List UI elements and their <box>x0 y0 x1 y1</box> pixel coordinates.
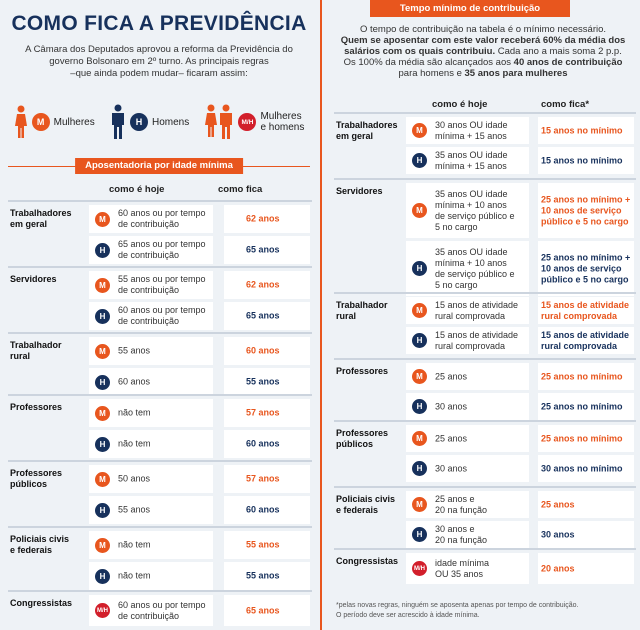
current-rule-line: 55 anos ou por tempo <box>118 274 206 284</box>
badge-mh: M/H <box>238 113 256 131</box>
intro-line: governo Bolsonaro em 2º turno. As principais regras <box>49 56 269 67</box>
new-rule <box>246 474 280 485</box>
new-rule-line: público e 5 no cargo <box>541 216 629 226</box>
table-row <box>334 241 636 296</box>
group-name-line: Congressistas <box>336 556 399 566</box>
table-row <box>8 430 312 458</box>
new-rule <box>541 401 623 412</box>
table-group <box>334 486 636 550</box>
group-name-line: públicos <box>336 439 374 449</box>
table-row <box>334 147 636 174</box>
current-rule-line: de serviço público e <box>435 268 515 279</box>
new-rule-line: 60 anos <box>246 438 280 449</box>
new-rule <box>246 280 280 291</box>
new-rule-line: 25 anos no mínimo + <box>541 252 631 262</box>
current-rule-line: 60 anos ou por tempo <box>118 599 206 610</box>
current-rule-line: rural comprovada <box>435 310 506 321</box>
table-group <box>8 394 312 460</box>
group-name-line: Professores <box>336 366 389 376</box>
left-panel <box>0 0 318 630</box>
new-rule-line: 65 anos <box>246 310 280 321</box>
intro-bold: 35 anos para mulheres <box>464 68 568 79</box>
table-row <box>8 399 312 427</box>
current-rule-line: de contribuição <box>118 285 180 295</box>
current-rule-line: 35 anos OU idade <box>435 188 508 199</box>
footnote <box>336 601 634 621</box>
table-row <box>8 271 312 299</box>
footnote-line: *pelas novas regras, ninguém se aposenta apenas por tempo de contribuição. <box>336 602 579 609</box>
current-rule-line: 20 na função <box>435 504 488 515</box>
table-row <box>8 465 312 493</box>
current-rule <box>435 558 489 580</box>
group-name-line: Trabalhador <box>336 300 388 310</box>
new-rule-line: 60 anos <box>246 345 280 356</box>
table-row <box>334 363 636 390</box>
current-rule <box>435 150 508 172</box>
intro-text: para homens e <box>398 68 465 79</box>
badge-h: H <box>412 153 427 168</box>
table-group <box>8 266 312 332</box>
current-rule-line: 60 anos ou por tempo <box>118 208 206 218</box>
new-rule-line: 30 anos <box>541 529 575 539</box>
group-name-line: Trabalhadores <box>336 120 398 130</box>
new-rule-line: 55 anos <box>246 539 280 550</box>
table-group <box>8 526 312 592</box>
new-rule <box>246 571 280 582</box>
intro-bold: salários com os quais contribuiu. <box>344 46 496 57</box>
current-rule <box>118 474 150 485</box>
group-name-line: Trabalhador <box>10 340 62 350</box>
table-row <box>8 595 312 626</box>
badge-m: M <box>95 472 110 487</box>
panel-divider <box>320 0 322 630</box>
current-rule <box>118 305 206 327</box>
current-rule-line: 5 no cargo <box>435 221 478 232</box>
new-rule-line: 62 anos <box>246 213 280 224</box>
new-rule-line: 20 anos <box>541 563 575 573</box>
table-row <box>8 302 312 330</box>
new-rule <box>541 433 623 444</box>
group-name-line: Policiais civis <box>336 494 396 504</box>
badge-h: H <box>95 375 110 390</box>
group-name-line: públicos <box>10 479 48 489</box>
new-rule <box>541 194 630 227</box>
new-rule <box>246 346 280 357</box>
table-row <box>8 496 312 524</box>
badge-m: M <box>95 212 110 227</box>
new-rule-line: 15 anos no mínimo <box>541 125 623 135</box>
table-group <box>334 420 636 484</box>
table-row <box>334 553 636 584</box>
current-rule-line: não tem <box>118 539 151 550</box>
badge-m: M <box>95 278 110 293</box>
current-rule <box>118 600 206 622</box>
current-rule-line: 65 anos ou por tempo <box>118 239 206 249</box>
current-rule-line: OU 35 anos <box>435 568 484 579</box>
current-rule <box>435 494 487 516</box>
table-group <box>334 112 636 176</box>
current-rule-line: não tem <box>118 438 151 449</box>
new-rule-line: 15 anos de atividade <box>541 299 630 310</box>
intro-line: Quem se aposentar com este valor receberá 60% da média dos <box>340 35 626 46</box>
group-name-line: em geral <box>336 131 374 141</box>
current-rule <box>118 208 206 230</box>
current-rule-line: 35 anos OU idade <box>435 246 508 257</box>
table-row <box>334 183 636 238</box>
intro-rest: Cada ano a mais soma 2 p.p. <box>495 46 622 57</box>
group-name-line: e federais <box>336 505 379 515</box>
current-rule-line: 50 anos <box>118 473 151 484</box>
table-group <box>8 332 312 398</box>
intro-line: O tempo de contribuição na tabela é o mínimo necessário. <box>359 24 607 35</box>
current-rule-line: mínima + 15 anos <box>435 160 507 171</box>
badge-m: M <box>95 406 110 421</box>
new-rule-line: rural comprovada <box>541 340 618 351</box>
new-rule <box>541 371 623 382</box>
group-name-line: Congressistas <box>10 598 73 608</box>
current-rule-line: 15 anos de atividade <box>435 299 519 310</box>
group-name-line: Professores <box>10 468 63 478</box>
current-rule-line: 55 anos <box>118 504 151 515</box>
new-rule-line: 15 anos no mínimo <box>541 155 623 165</box>
table-row <box>334 521 636 548</box>
current-rule <box>435 371 467 382</box>
table-row <box>8 562 312 590</box>
table-row <box>334 455 636 482</box>
group-name-line: Servidores <box>10 274 57 284</box>
new-rule <box>246 540 280 551</box>
current-rule <box>435 120 508 142</box>
table-row <box>8 531 312 559</box>
badge-m: M <box>412 431 427 446</box>
contribution-table <box>326 0 640 630</box>
page-title: COMO FICA A PREVIDÊNCIA <box>11 12 307 35</box>
current-rule-line: de contribuição <box>118 316 180 326</box>
table-row <box>8 205 312 233</box>
group-name-line: Servidores <box>336 186 383 196</box>
new-rule-line: 25 anos <box>541 499 575 509</box>
current-rule <box>118 346 150 357</box>
current-rule-line: 30 anos <box>435 401 468 411</box>
new-rule-line: 25 anos no mínimo <box>541 433 623 443</box>
current-rule-line: mínima + 10 anos <box>435 199 507 210</box>
group-name-line: Professores <box>336 428 389 438</box>
badge-h: H <box>412 527 427 542</box>
legend-label: Mulheres <box>53 116 95 128</box>
table-group <box>334 358 636 422</box>
table-group <box>8 200 312 266</box>
new-rule-line: 10 anos de serviço <box>541 205 622 215</box>
current-rule <box>118 239 206 261</box>
current-rule <box>435 401 467 412</box>
current-rule-line: de serviço público e <box>435 210 515 221</box>
current-rule-line: 25 anos e <box>435 493 475 504</box>
group-name-line: Professores <box>10 402 63 412</box>
new-rule-line: 25 anos no mínimo + <box>541 194 631 204</box>
badge-m: M <box>95 344 110 359</box>
section-banner: Tempo mínimo de contribuição <box>370 0 570 17</box>
badge-h: H <box>95 243 110 258</box>
intro-line: A Câmara dos Deputados aprovou a reforma da Previdência do <box>25 44 293 55</box>
table-row <box>334 117 636 144</box>
current-rule-line: não tem <box>118 570 151 581</box>
badge-h: H <box>412 261 427 276</box>
badge-h: H <box>95 569 110 584</box>
badge-h: H <box>412 333 427 348</box>
new-rule-line: público e 5 no cargo <box>541 274 629 284</box>
current-rule-line: 25 anos <box>435 433 468 443</box>
badge-h: H <box>130 113 148 131</box>
badge-m: M <box>412 203 427 218</box>
new-rule-line: 62 anos <box>246 279 280 290</box>
current-rule <box>435 433 467 444</box>
table-row <box>8 337 312 365</box>
current-rule-line: rural comprovada <box>435 340 506 351</box>
badge-h: H <box>412 399 427 414</box>
new-rule-line: 55 anos <box>246 376 280 387</box>
new-rule <box>246 214 280 225</box>
current-rule-line: 5 no cargo <box>435 279 478 290</box>
current-rule <box>435 524 487 546</box>
current-rule <box>118 439 151 450</box>
new-rule-line: 55 anos <box>246 570 280 581</box>
new-rule-line: 57 anos <box>246 407 280 418</box>
new-rule <box>246 377 280 388</box>
badge-mh: M/H <box>95 603 110 618</box>
new-rule <box>246 311 280 322</box>
right-panel <box>326 0 640 630</box>
col-now-header: como é hoje <box>432 99 488 110</box>
table-group <box>334 178 636 298</box>
current-rule-line: 60 anos <box>118 376 151 387</box>
new-rule-line: 10 anos de serviço <box>541 263 622 273</box>
current-rule-line: 30 anos e <box>435 523 475 534</box>
new-rule <box>541 125 623 136</box>
new-rule <box>246 505 280 516</box>
new-rule-line: 25 anos no mínimo <box>541 371 623 381</box>
badge-m: M <box>412 369 427 384</box>
new-rule <box>541 330 629 352</box>
legend-label: Homens <box>151 116 190 128</box>
col-future-header: como fica <box>218 184 263 195</box>
group-name-line: rural <box>336 311 357 321</box>
current-rule-line: 30 anos <box>435 463 468 473</box>
min-age-table <box>0 0 318 630</box>
new-rule-line: 25 anos no mínimo <box>541 401 623 411</box>
group-name-line: rural <box>10 351 31 361</box>
current-rule-line: de contribuição <box>118 610 180 621</box>
badge-m: M <box>412 497 427 512</box>
section-banner: Aposentadoria por idade mínima <box>75 158 243 174</box>
new-rule <box>541 529 575 540</box>
new-rule-line: 57 anos <box>246 473 280 484</box>
current-rule <box>435 300 518 322</box>
table-row <box>334 425 636 452</box>
current-rule-line: de contribuição <box>118 250 180 260</box>
new-rule <box>246 408 280 419</box>
new-rule <box>541 499 575 510</box>
new-rule-line: rural comprovada <box>541 310 618 321</box>
current-rule <box>435 330 518 352</box>
badge-m: M <box>412 123 427 138</box>
new-rule <box>246 245 280 256</box>
current-rule <box>118 505 150 516</box>
current-rule <box>435 463 467 474</box>
current-rule <box>435 247 515 291</box>
current-rule <box>118 540 151 551</box>
col-future-header: como fica* <box>541 99 590 110</box>
group-name-line: Policiais civis <box>10 534 70 544</box>
intro-line: –que ainda podem mudar– ficaram assim: <box>70 68 248 79</box>
current-rule <box>118 571 151 582</box>
new-rule-line: 65 anos <box>246 605 280 615</box>
new-rule-line: 30 anos no mínimo <box>541 463 623 473</box>
badge-h: H <box>95 437 110 452</box>
new-rule <box>541 463 623 474</box>
table-row <box>334 393 636 420</box>
legend-label-line: Mulheres <box>260 111 302 122</box>
current-rule <box>118 408 151 419</box>
table-group <box>8 590 312 628</box>
col-now-header: como é hoje <box>109 184 165 195</box>
new-rule-line: 65 anos <box>246 244 280 255</box>
intro-bold: 40 anos de contribuição <box>513 57 623 68</box>
group-name-line: Trabalhadores <box>10 208 72 218</box>
new-rule <box>541 155 623 166</box>
current-rule-line: mínima + 10 anos <box>435 257 507 268</box>
legend-label-line: e homens <box>260 122 305 133</box>
new-rule <box>246 605 280 616</box>
current-rule-line: mínima + 15 anos <box>435 130 507 141</box>
current-rule-line: 35 anos OU idade <box>435 149 508 160</box>
badge-mh: M/H <box>412 561 427 576</box>
table-row <box>334 297 636 324</box>
current-rule-line: 30 anos OU idade <box>435 119 508 130</box>
table-row <box>8 368 312 396</box>
badge-m: M <box>412 303 427 318</box>
new-rule-line: 15 anos de atividade <box>541 329 630 340</box>
table-row <box>8 236 312 264</box>
badge-m: M <box>95 538 110 553</box>
badge-h: H <box>412 461 427 476</box>
group-name-line: em geral <box>10 219 48 229</box>
current-rule <box>118 377 150 388</box>
table-group <box>334 548 636 586</box>
current-rule-line: não tem <box>118 407 151 418</box>
current-rule-line: 15 anos de atividade <box>435 329 519 340</box>
new-rule <box>541 563 575 574</box>
intro-text: Os 100% da média são alcançados aos <box>343 57 514 68</box>
current-rule <box>435 189 515 233</box>
current-rule-line: idade mínima <box>435 557 490 568</box>
current-rule-line: 20 na função <box>435 534 488 545</box>
table-group <box>334 292 636 356</box>
badge-m: M <box>32 113 50 131</box>
badge-h: H <box>95 503 110 518</box>
group-name-line: e federais <box>10 545 53 555</box>
current-rule-line: 25 anos <box>435 371 468 381</box>
table-row <box>334 491 636 518</box>
current-rule <box>118 274 206 296</box>
footnote-line: O período deve ser acrescido à idade mínima. <box>336 612 480 619</box>
new-rule-line: 60 anos <box>246 504 280 515</box>
current-rule-line: 55 anos <box>118 345 151 356</box>
current-rule-line: 60 anos ou por tempo <box>118 305 206 315</box>
new-rule <box>541 252 630 285</box>
table-group <box>8 460 312 526</box>
badge-h: H <box>95 309 110 324</box>
table-row <box>334 327 636 354</box>
new-rule <box>541 300 629 322</box>
current-rule-line: de contribuição <box>118 219 180 229</box>
new-rule <box>246 439 280 450</box>
